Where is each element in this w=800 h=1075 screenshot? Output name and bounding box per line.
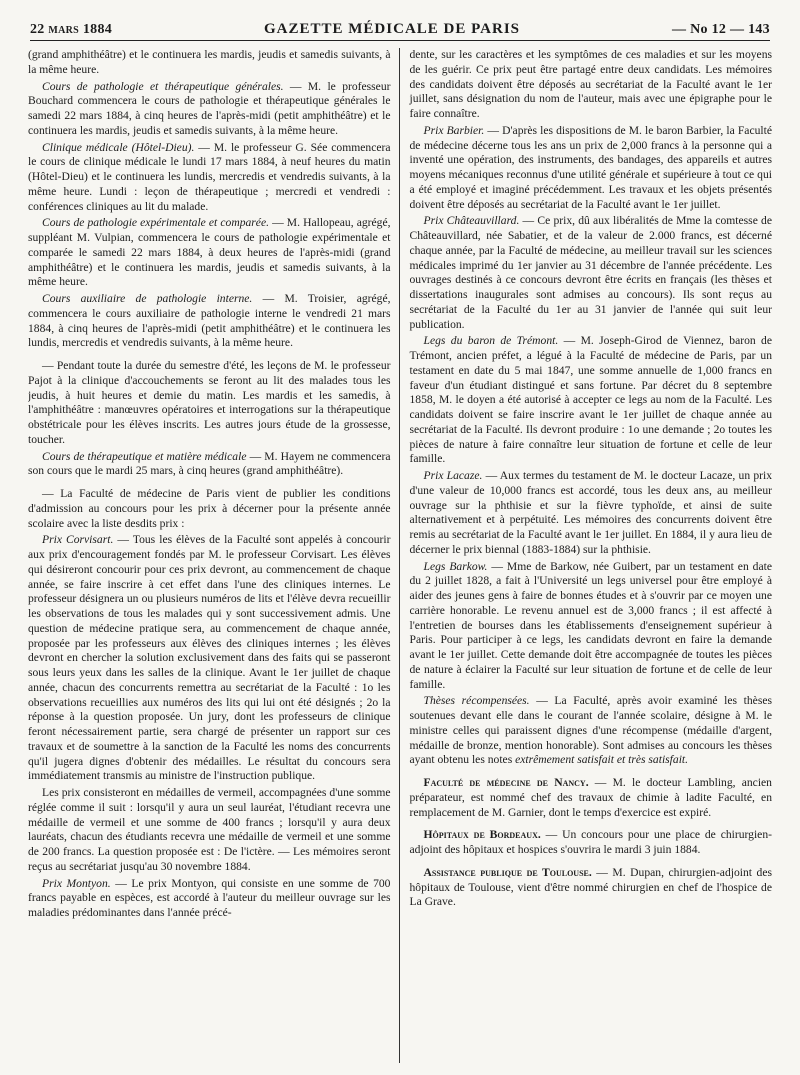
paragraph-body: — Un concours pour une place de chirurgien-adjoint des hôpitaux et hospices s'ouvrira le mardi 3 juin 1884. <box>409 828 772 856</box>
paragraph <box>410 866 773 910</box>
paragraph <box>28 533 391 784</box>
paragraph-body: — M. Joseph-Girod de Viennez, baron de Trémont, ancien préfet, a légué à la Faculté de médecine de Paris, par un testament en date du 5 mai 1847, une somme annuelle de 1,000 francs en faveur d'un étudiant distingué et sans fortune. Par décret du 8 septembre 1858, M. le doyen a été autorisé à accepter ce legs au nom de la Faculté. Les candidats doivent se faire inscrire avant le 1er juillet de chaque année au secrétariat de la Faculté. Ils devront produire : 1o une demande ; 2o toutes les pièces de nature à faire connaître leur situation de fortune et celle de leur famille. <box>409 334 772 466</box>
paragraph <box>28 216 391 290</box>
paragraph-title: Prix Châteauvillard. <box>423 214 520 228</box>
header-issue: — No 12 — 143 <box>671 22 770 37</box>
paragraph <box>28 292 391 351</box>
paragraph-body: — Ce prix, dû aux libéralités de Mme la comtesse de Châteauvillard, née Sabatier, et de la valeur de 2.000 francs, est décerné chaque année, par la Faculté de médecine, au meilleur travail sur les sciences médicales imprimé du 1er janvier au 31 décembre de l'année précédente. Les ouvrages destinés à ce concours devront être écrits en français (les thèses et dissertations inaugurales sont admises au concours). Ils sont reçus au secrétariat de la Faculté du 1er au 31 janvier de l'année qui suit leur publication. <box>409 214 772 331</box>
paragraph <box>28 80 391 139</box>
paragraph-body: — Aux termes du testament de M. le docteur Lacaze, un prix d'une valeur de 10,000 francs est accordé, tous les deux ans, au meilleur ouvrage sur la phthisie et sur la fièvre typhoïde, et ainsi de suite alternativement et à perpétuité. Les mémoires des concurrents doivent être remis au secrétariat de la Faculté avant le 1er juillet. En 1884, il y aura lieu de décerner le prix biennal (1883-1884) sur la phthisie. <box>409 469 772 556</box>
paragraph-body: — Le prix Montyon, qui consiste en une somme de 700 francs payable en espèces, est accordé à l'auteur du meilleur ouvrage sur les maladies prédominantes dans l'année précé- <box>28 876 391 919</box>
paragraph <box>410 469 773 558</box>
paragraph-body: — Mme de Barkow, née Guibert, par un testament en date du 2 juillet 1828, a fait à l'Université un legs universel pour être employé à aider des jeunes gens à faire de bonnes études et à s'ouvrir par ce moyen une carrière honorable. Le revenu annuel est de 3,000 francs ; il est affecté à l'entretien de bourses dans les établissements d'enseignement supérieur à Paris. Pour participer à ce legs, les candidats devront en faire la demande avant le 1er juillet. Cette demande doit être accompagnée de toutes les pièces de nature à éclairer la Faculté sur leur situation de fortune et de celle de leur famille. <box>409 559 772 691</box>
paragraph-body: — La Faculté, après avoir examiné les thèses soutenues devant elle dans le courant de l'année scolaire, désigne à M. le ministre celles qui paraissent dignes d'une récompense (médaille d'argent, médaille de bronze, mention honorable). Sont admises au concours les thèses ayant obtenu les notes <box>409 694 772 767</box>
paragraph-italic: extrêmement satisfait et très satisfait. <box>515 753 689 767</box>
paragraph-body: — Tous les élèves de la Faculté sont appelés à concourir aux prix d'encouragement fondés par M. le professeur Corvisart. Les élèves qui désireront concourir pour ces prix devront, au commencement de chaque année, se faire inscrire à cet effet dans l'une des cliniques internes. Le professeur désignera un ou plusieurs numéros de lits et l'élève devra recueillir les observations de tous les malades qui y sont successivement admis. Une question de médecine pratique sera, au commencement de chaque année, proposée par les professeurs aux élèves des cliniques internes ; les élèves devront en chercher la solution exclusivement dans des faits qui se passeront sous leurs yeux dans les salles de la clinique. Avant le 1er juillet de chaque année, chacun des concurrents remettra au secrétariat de la Faculté : 1o les observations recueillies aux numéros des lits qui lui ont été désignés ; 2o la réponse à la question proposée. Un jury, dont les professeurs de clinique feront nécessairement partie, sera chargé de présenter un rapport sur ces travaux et de soumettre à la sanction de la Faculté les noms des concurrents qu'il jugera dignes d'obtenir des médailles. Le résultat du concours sera immédiatement transmis au ministre de l'instruction publique. <box>28 533 391 783</box>
paragraph <box>410 124 773 213</box>
paragraph-body: — M. le docteur Lambling, ancien préparateur, est nommé chef des travaux de chimie à ladite Faculté, en remplacement de M. Garnier, dont le temps d'exercice est expiré. <box>409 776 772 819</box>
paragraph: — Pendant toute la durée du semestre d'été, les leçons de M. le professeur Pajot à la clinique d'accouchements se feront au lit des malades tous les jeudis, à huit heures et demie du matin. Les mardis et les samedis, à l'amphithéâtre : manœuvres opératoires et interrogations sur la thérapeutique obstétricale pour les élèves inscrits. Les autres jours étude de la grossesse, toucher. <box>28 359 391 446</box>
header-date: 22 mars 1884 <box>30 22 113 37</box>
paragraph-body: — D'après les dispositions de M. le baron Barbier, la Faculté de médecine décerne tous les ans un prix de 2,000 francs à la personne qui a inventé une opération, des instruments, des bandages, des appareils et autres moyens mécaniques reconnus d'une utilité générale et supérieure à tout ce qui a été employé et imaginé précédemment. Les travaux et les objets présentés doivent être déposés au secrétariat de la Faculté avant le 1er juillet. <box>409 123 772 211</box>
paragraph-title: Prix Lacaze. <box>423 469 483 482</box>
paragraph <box>28 877 391 921</box>
text-columns <box>28 48 772 1063</box>
paragraph-title: Hôpitaux de Bordeaux. <box>423 828 541 842</box>
page-header <box>30 16 770 41</box>
left-column <box>28 48 399 1063</box>
paragraph: Les prix consisteront en médailles de vermeil, accompagnées d'une somme réglée comme il suit : lorsqu'il y aura un seul lauréat, l'étudiant recevra une médaille de vermeil et une somme de 400 francs ; lorsqu'il y aura deux lauréats, chacun des étudiants recevra une médaille de vermeil et une somme de 200 francs. La question proposée est : De l'ictère. — Les mémoires seront reçus au secrétariat jusqu'au 30 novembre 1884. <box>28 786 391 873</box>
paragraph <box>410 776 773 820</box>
paragraph-title: Legs Barkow. <box>423 559 488 573</box>
paragraph-body: — M. Hallopeau, agrégé, suppléant M. Vulpian, commencera le cours de pathologie expérimentale et comparée le samedi 22 mars 1884, à deux heures de l'après-midi (grand amphithéâtre) et le continuera les mardis, jeudis et samedis suivants, à la même heure. <box>28 216 391 289</box>
paragraph-title: Prix Montyon. <box>42 876 111 890</box>
paragraph-title: Legs du baron de Trémont. <box>423 334 559 348</box>
paragraph: dente, sur les caractères et les symptômes de ces maladies et sur les moyens de les guérir. Ce prix peut être partagé entre deux candidats. Les mémoires des candidats doivent être déposés au secrétariat de la Faculté avant le 1er juillet, sans désignation du nom de l'auteur, mais avec une épigraphe pour le faire connaître. <box>409 48 772 120</box>
paragraph: — La Faculté de médecine de Paris vient de publier les conditions d'admission au concours pour les prix à décerner pour la présente année scolaire avec la liste desdits prix : <box>28 487 391 530</box>
paragraph-body: — M. Hayem ne commencera son cours que le mardi 25 mars, à cinq heures (grand amphithéâtre). <box>28 449 391 478</box>
paragraph <box>410 694 773 768</box>
paragraph <box>410 560 773 693</box>
paragraph-body: — M. le professeur G. Sée commencera le cours de clinique médicale le lundi 17 mars 1884, à neuf heures du matin (Hôtel-Dieu) et le continuera les lundis, mercredis et vendredis suivants, à la même heure. Lundi : leçon de thérapeutique ; mercredi et vendredi : conférences cliniques au lit du malade. <box>28 140 391 213</box>
paragraph <box>28 141 391 215</box>
paragraph-title: Cours de thérapeutique et matière médicale <box>42 449 247 463</box>
paragraph <box>410 334 773 467</box>
paragraph-body: — M. Dupan, chirurgien-adjoint des hôpitaux de Toulouse, vient d'être nommé chirurgien en chef de l'hospice de La Grave. <box>409 865 772 909</box>
paragraph-title: Faculté de médecine de Nancy. <box>423 776 589 789</box>
paragraph <box>410 828 773 858</box>
paragraph-body: — M. Troisier, agrégé, commencera le cours auxiliaire de pathologie interne le vendredi 21 mars 1884, à cinq heures de l'après-midi (petit amphithéâtre) et le continuera les lundis, mercredis et vendredis suivants, à la même heure. <box>28 292 391 350</box>
paragraph-title: Assistance publique de Toulouse. <box>423 865 592 879</box>
paragraph-title: Thèses récompensées. <box>423 694 530 708</box>
paragraph-title: Cours de pathologie expérimentale et comparée. <box>42 216 269 230</box>
paragraph <box>28 450 391 480</box>
paragraph <box>410 214 773 332</box>
paragraph-title: Cours auxiliaire de pathologie interne. <box>42 292 253 305</box>
paragraph-title: Prix Barbier. <box>423 123 485 137</box>
header-title: GAZETTE MÉDICALE DE PARIS <box>264 21 521 37</box>
paragraph-body: — M. le professeur Bouchard commencera le cours de pathologie et thérapeutique générales le samedi 22 mars 1884, à cinq heures de l'après-midi (petit amphithéâtre) et le continuera les mardis, jeudis et samedis suivants, à la même heure. <box>28 79 391 137</box>
paragraph-title: Clinique médicale (Hôtel-Dieu). <box>42 140 195 154</box>
paragraph-title: Cours de pathologie et thérapeutique générales. <box>42 79 284 93</box>
paragraph: (grand amphithéâtre) et le continuera les mardis, jeudis et samedis suivants, à la même heure. <box>28 48 391 76</box>
right-column <box>399 48 773 1063</box>
paragraph-title: Prix Corvisart. <box>42 533 114 547</box>
